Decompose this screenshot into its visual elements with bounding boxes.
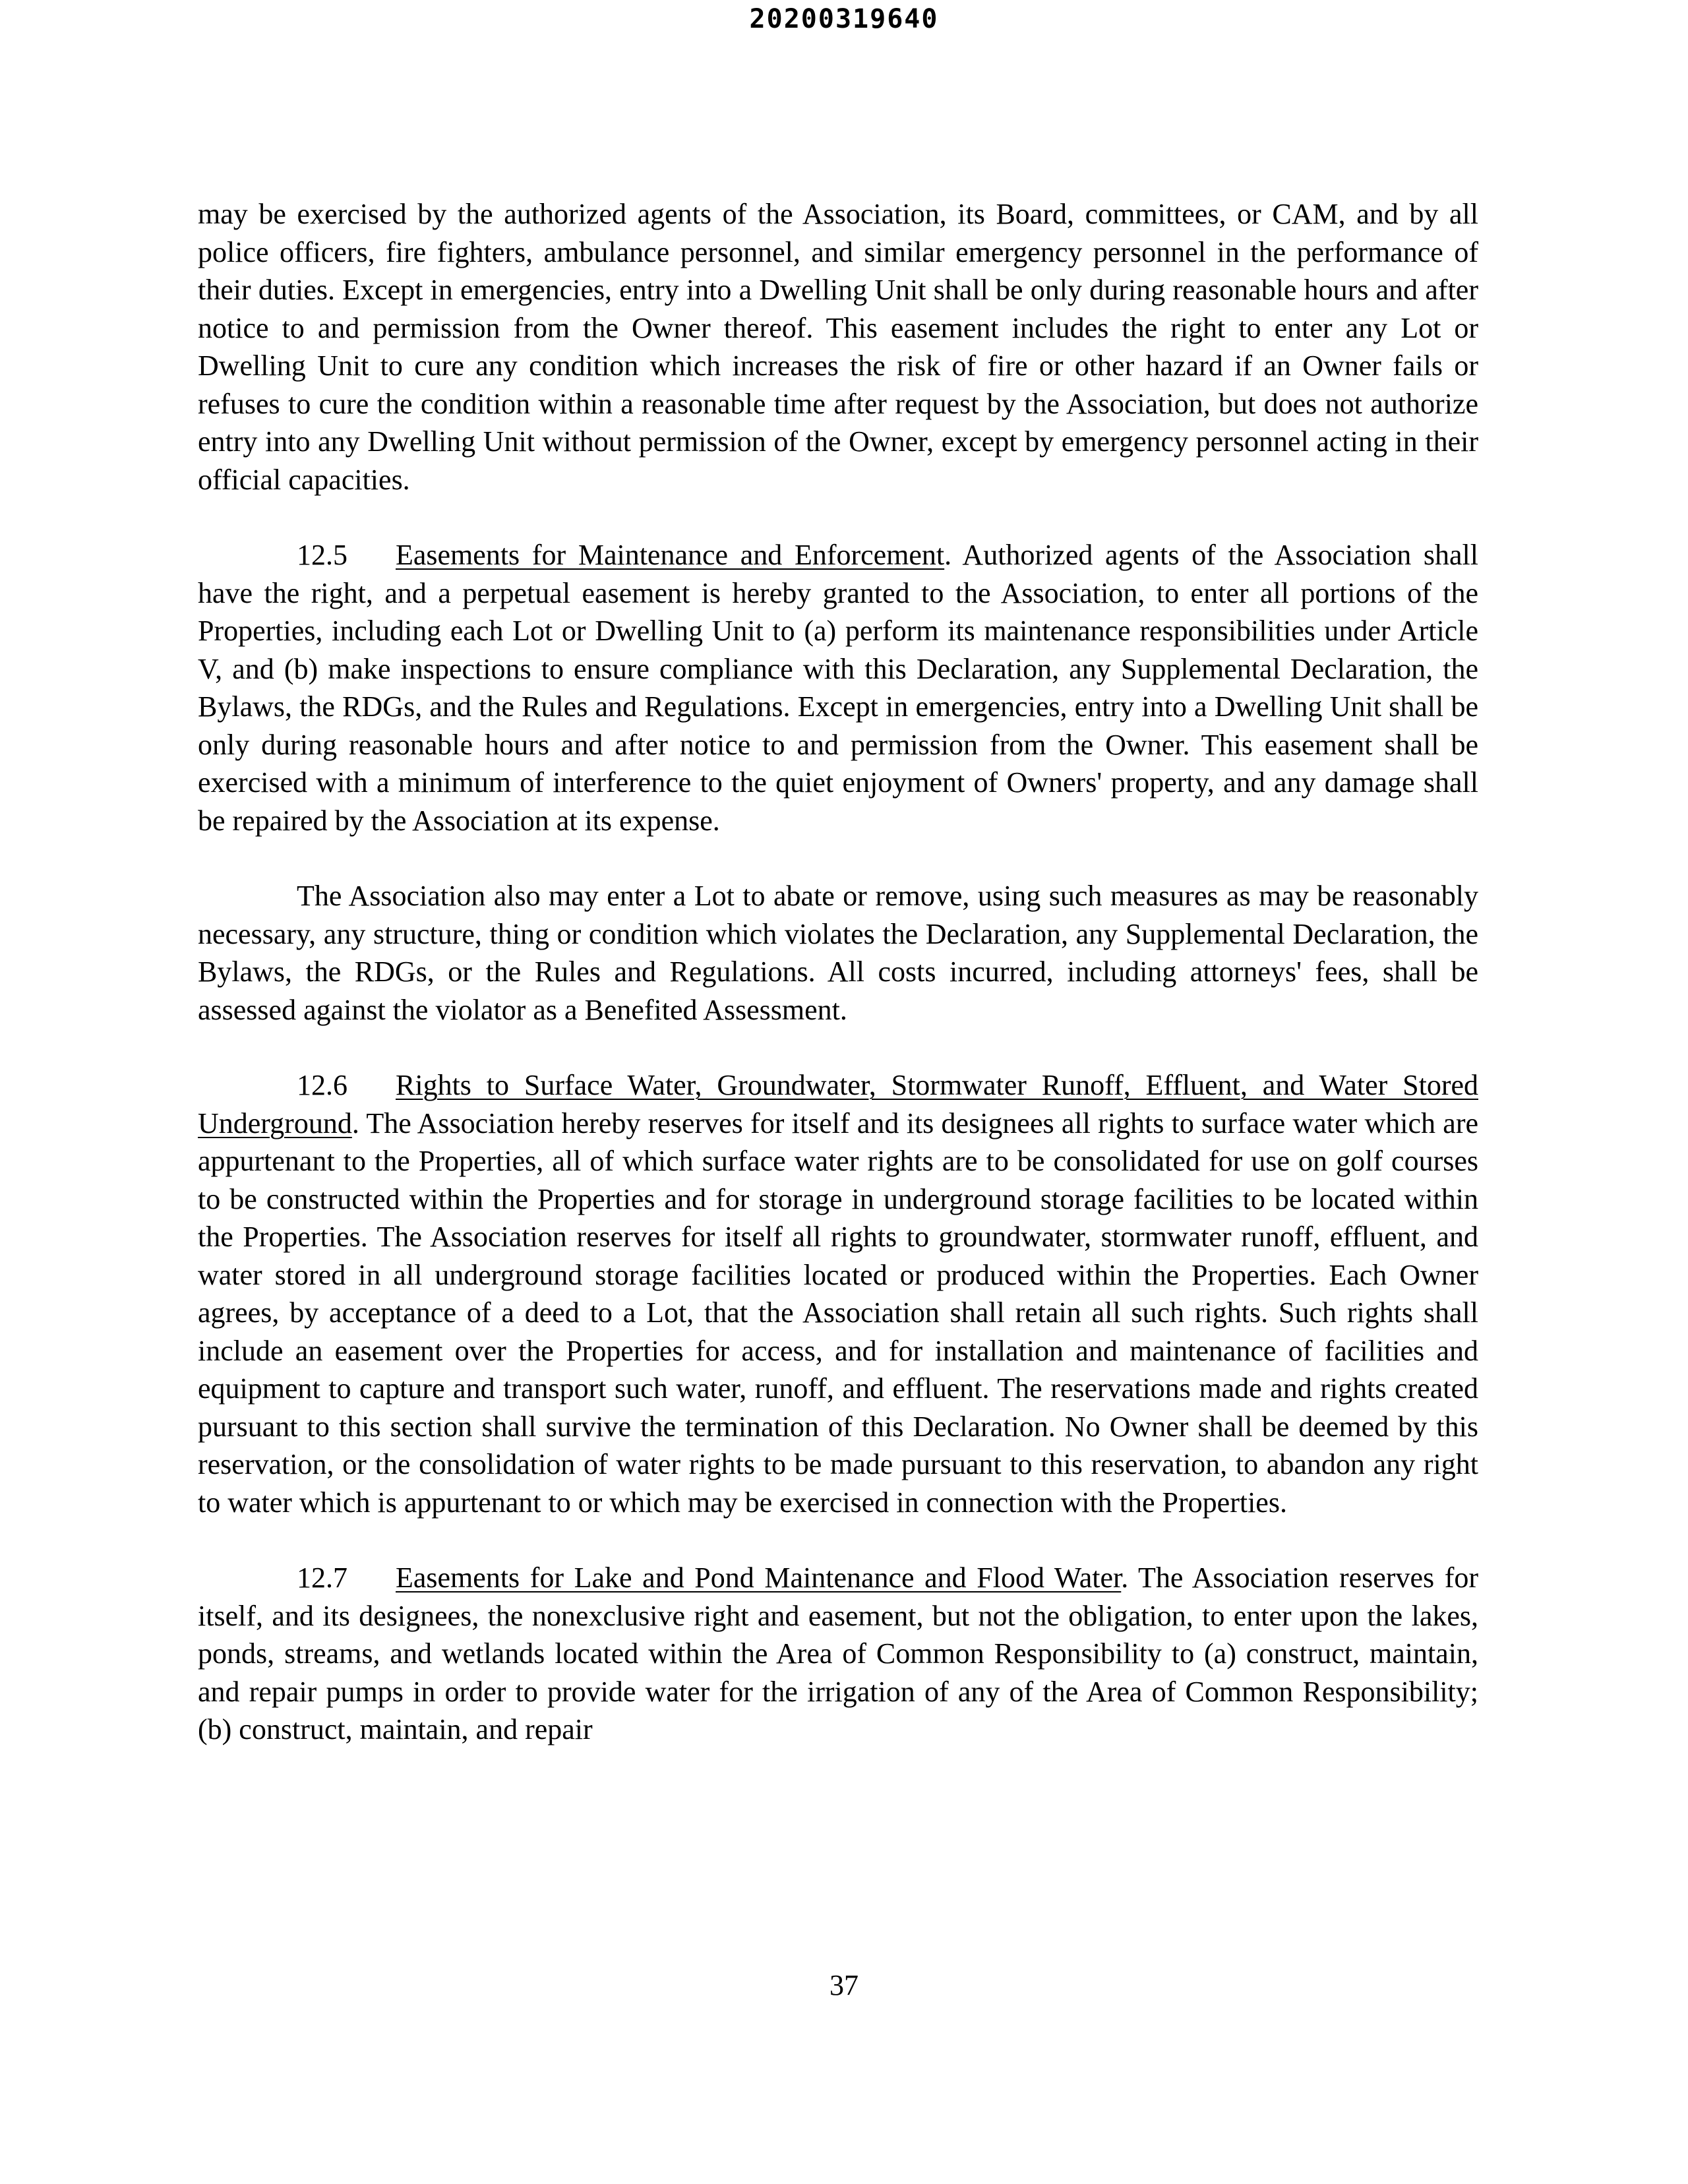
- document-number: 20200319640: [749, 4, 939, 34]
- section-text: . The Association reserves for itself, and its designees, the nonexclusive right and easement, but not the obligation, to enter upon the lakes, ponds, streams, and wetlands located within the Area of Common Responsibility to (a) construct, maintain, and repair pumps in order to provide water for the irrigation of any of the Area of Common Responsibility; (b) construct, maintain, and repair: [198, 1562, 1478, 1745]
- section-12-5: [198, 536, 1478, 839]
- section-text: . The Association hereby reserves for itself and its designees all rights to surface water which are appurtenant to the Properties, all of which surface water rights are to be consolidated for use on golf courses to be constructed within the Properties and for storage in underground storage facilities to be located within the Properties. The Association reserves for itself all rights to groundwater, stormwater runoff, effluent, and water stored in all underground storage facilities located or produced within the Properties. Each Owner agrees, by acceptance of a deed to a Lot, that the Association shall retain all such rights. Such rights shall include an easement over the Properties for access, and for installation and maintenance of facilities and equipment to capture and transport such water, runoff, and effluent. The reservations made and rights created pursuant to this section shall survive the termination of this Declaration. No Owner shall be deemed by this reservation, or the consolidation of water rights to be made pursuant to this reservation, to abandon any right to water which is appurtenant to or which may be exercised in connection with the Properties.: [198, 1107, 1478, 1519]
- section-12-6: [198, 1066, 1478, 1521]
- page-body: [198, 195, 1478, 1786]
- section-12-7: [198, 1559, 1478, 1749]
- section-number: 12.5: [297, 539, 347, 571]
- section-heading: Rights to Surface Water, Groundwater, Stormwater Runoff, Effluent, and Water Stored Underground: [198, 1069, 1478, 1139]
- section-text: . Authorized agents of the Association shall have the right, and a perpetual easement is hereby granted to the Association, to enter all portions of the Properties, including each Lot or Dwelling Unit to (a) perform its maintenance responsibilities under Article V, and (b) make inspections to ensure compliance with this Declaration, any Supplemental Declaration, the Bylaws, the RDGs, and the Rules and Regulations. Except in emergencies, entry into a Dwelling Unit shall be only during reasonable hours and after notice to and permission from the Owner. This easement shall be exercised with a minimum of interference to the quiet enjoyment of Owners' property, and any damage shall be repaired by the Association at its expense.: [198, 539, 1479, 837]
- paragraph-text: may be exercised by the authorized agents of the Association, its Board, committees, or CAM, and by all police officers, fire fighters, ambulance personnel, and similar emergency personnel in the performance of their duties. Except in emergencies, entry into a Dwelling Unit shall be only during reasonable hours and after notice to and permission from the Owner thereof. This easement includes the right to enter any Lot or Dwelling Unit to cure any condition which increases the risk of fire or other hazard if an Owner fails or refuses to cure the condition within a reasonable time after request by the Association, but does not authorize entry into any Dwelling Unit without permission of the Owner, except by emergency personnel acting in their official capacities.: [198, 198, 1478, 496]
- page-number: 37: [829, 1969, 859, 2001]
- section-heading: Easements for Lake and Pond Maintenance and Flood Water: [396, 1562, 1122, 1594]
- paragraph-continuation: [198, 195, 1478, 499]
- paragraph-abatement: [198, 877, 1478, 1029]
- section-number: 12.7: [297, 1562, 347, 1594]
- paragraph-text: The Association also may enter a Lot to abate or remove, using such measures as may be reasonably necessary, any structure, thing or condition which violates the Declaration, any Supplemental Declaration, the Bylaws, the RDGs, or the Rules and Regulations. All costs incurred, including attorneys' fees, shall be assessed against the violator as a Benefited Assessment.: [198, 880, 1478, 1026]
- section-number: 12.6: [297, 1069, 347, 1101]
- section-heading: Easements for Maintenance and Enforcement: [396, 539, 945, 571]
